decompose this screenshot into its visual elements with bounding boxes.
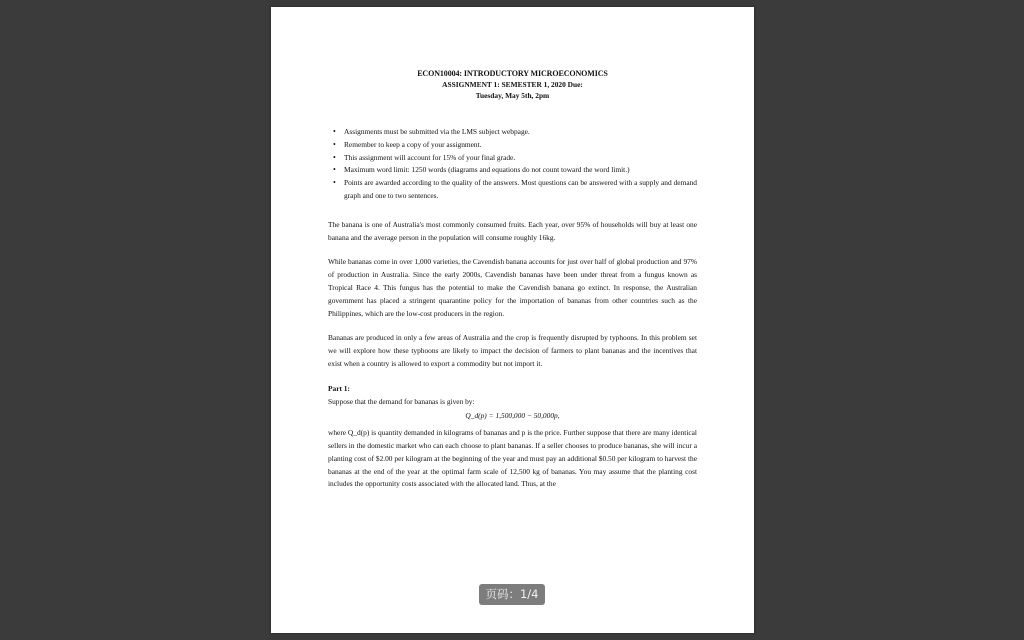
list-item: • Assignments must be submitted via the LMS subject webpage. (344, 126, 697, 139)
demand-equation: Q_d(p) = 1,500,000 − 50,000p, (465, 411, 560, 421)
part-intro: Suppose that the demand for bananas is given by: (328, 396, 475, 406)
page-indicator: 页码：1/4 (479, 584, 545, 605)
paragraph-sellers: where Q_d(p) is quantity demanded in kilograms of bananas and p is the price. Further suppose that there are many identical sellers in the domestic market who can each choose to plant bananas. If a seller chooses to produce bananas, she will incur a planting cost of $2.00 per kilogram at the beginning of the year and must pay an additional $0.50 per kilogram to harvest the bananas at the end of the year at the optimal farm scale of 12,500 kg of bananas. You may assume that the planting cost includes the opportunity costs associated with the allocated land. Thus, at the (328, 428, 697, 489)
list-item: • This assignment will account for 15% of your final grade. (344, 152, 697, 165)
due-date: Tuesday, May 5th, 2pm (475, 91, 550, 100)
list-item: • Points are awarded according to the quality of the answers. Most questions can be answered with a supply and demand graph and one to two sentences. (344, 177, 697, 203)
title-block (328, 68, 697, 101)
course-title: ECON10004: INTRODUCTORY MICROECONOMICS (417, 69, 608, 78)
list-item: • Remember to keep a copy of your assignment. (344, 139, 697, 152)
paragraph-typhoons: Bananas are produced in only a few areas of Australia and the crop is frequently disrupted by typhoons. In this problem set we will explore how these typhoons are likely to impact the decision of farmers to plant bananas and the incentives that exist when a country is allowed to export a commodity but not import it. (328, 333, 697, 368)
instructions-list (328, 126, 697, 203)
paragraph-intro: The banana is one of Australia's most commonly consumed fruits. Each year, over 95% of households will buy at least one banana and the average person in the population will consume roughly 16kg. (328, 219, 697, 242)
assignment-title: ASSIGNMENT 1: SEMESTER 1, 2020 Due: (442, 80, 583, 89)
document-page (271, 7, 754, 633)
page-content (328, 68, 697, 503)
part-heading: Part 1: (328, 383, 350, 393)
list-item: • Maximum word limit: 1250 words (diagrams and equations do not count toward the word limit.) (344, 164, 697, 177)
paragraph-cavendish: While bananas come in over 1,000 varieties, the Cavendish banana accounts for just over half of global production and 97% of production in Australia. Since the early 2000s, Cavendish bananas have been under threat from a fungus known as Tropical Race 4. This fungus has the potential to make the Cavendish banana go extinct. In response, the Australian government has placed a stringent quarantine policy for the importation of bananas from other countries such as the Philippines, which are the low-cost producers in the region. (328, 257, 697, 318)
